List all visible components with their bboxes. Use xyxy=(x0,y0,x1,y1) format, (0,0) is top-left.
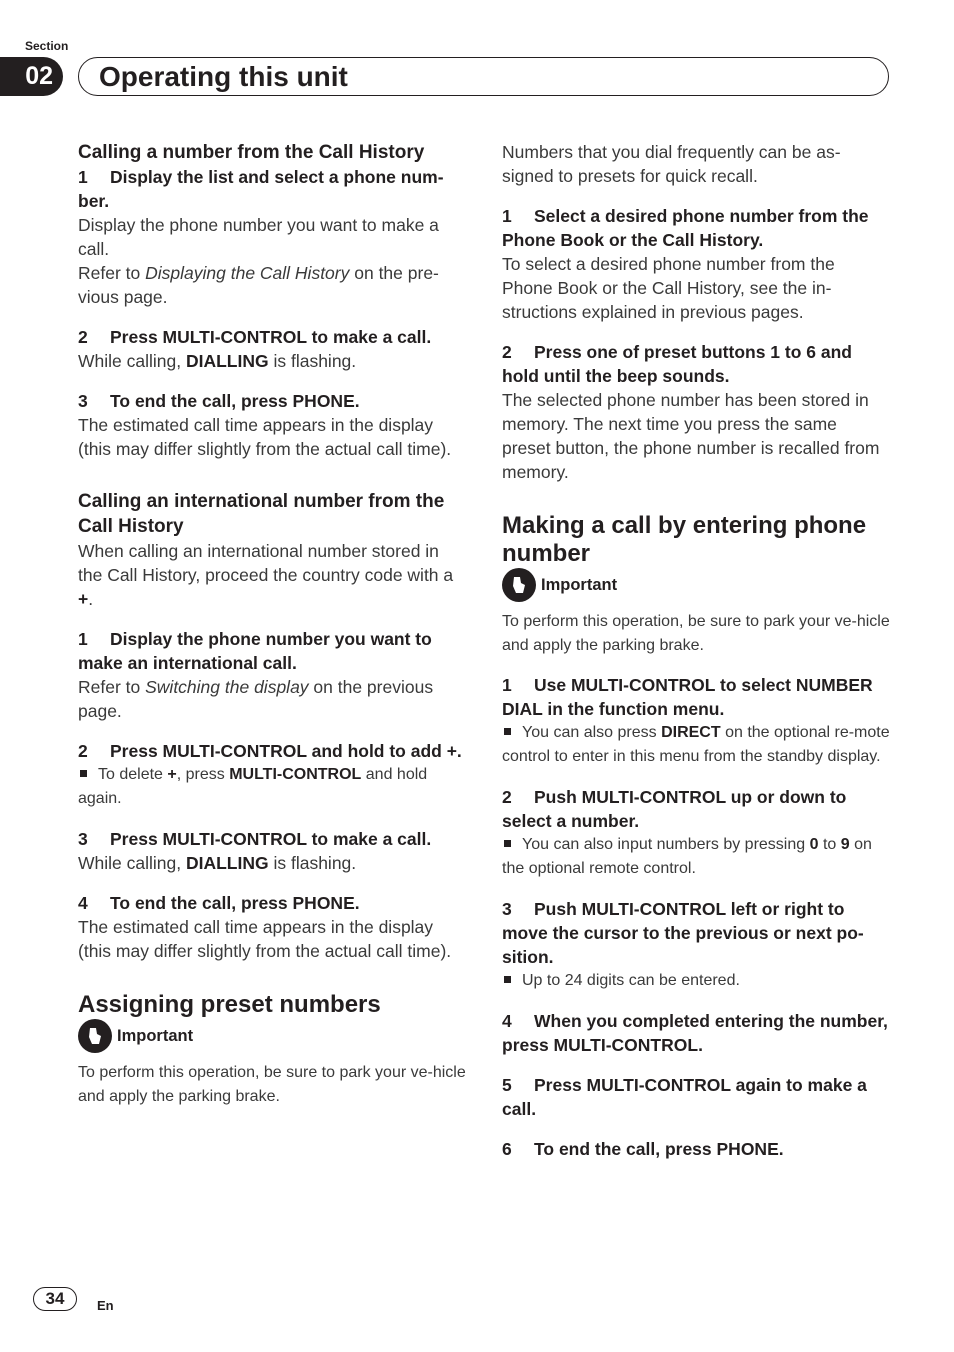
paragraph: To select a desired phone number from the Phone Book or the Call History, see the in-structions explained in previous pages. xyxy=(502,254,835,322)
left-column xyxy=(78,140,466,1108)
paragraph: Numbers that you dial frequently can be as-signed to presets for quick recall. xyxy=(502,142,841,186)
paragraph: Refer to Switching the display on the previous page. xyxy=(78,677,434,721)
paragraph: Refer to Displaying the Call History on the pre-vious page. xyxy=(78,263,439,307)
bullet-square-icon xyxy=(504,840,511,847)
bullet-item: You can also press DIRECT on the optional re-mote control to enter in this menu from the standby display. xyxy=(502,724,890,765)
paragraph: The selected phone number has been stored in memory. The next time you press the same preset button, the phone number is recalled from memory. xyxy=(502,390,880,482)
step: 4 When you completed entering the number, press MULTI-CONTROL. xyxy=(502,1011,888,1055)
bullet-square-icon xyxy=(504,976,511,983)
right-column xyxy=(502,140,890,1161)
heading-assigning-presets: Assigning preset numbers xyxy=(78,991,381,1018)
step: 2 Push MULTI-CONTROL up or down to select a number. xyxy=(502,787,847,831)
page-number: 34 xyxy=(33,1287,77,1311)
step: 4 To end the call, press PHONE. xyxy=(78,893,360,913)
paragraph: Display the phone number you want to make a call. xyxy=(78,215,439,259)
step: 3 To end the call, press PHONE. xyxy=(78,391,360,411)
bullet-item: To delete +, press MULTI-CONTROL and hold again. xyxy=(78,766,428,807)
step: 6 To end the call, press PHONE. xyxy=(502,1139,784,1159)
step: 1 Display the phone number you want to make an international call. xyxy=(78,629,432,673)
important-note: Important xyxy=(78,1019,466,1053)
important-hand-icon xyxy=(502,568,536,602)
step: 1 Display the list and select a phone num-ber. xyxy=(78,167,444,211)
page-title: Operating this unit xyxy=(99,61,348,92)
important-hand-icon xyxy=(78,1019,112,1053)
step: 5 Press MULTI-CONTROL again to make a call. xyxy=(502,1075,867,1119)
step: 1 Select a desired phone number from the Phone Book or the Call History. xyxy=(502,206,869,250)
paragraph: While calling, DIALLING is flashing. xyxy=(78,351,357,371)
bullet-item: Up to 24 digits can be entered. xyxy=(502,969,890,993)
bullet-item: You can also input numbers by pressing 0 to 9 on the optional remote control. xyxy=(502,836,872,877)
important-note: Important xyxy=(502,568,890,602)
paragraph: The estimated call time appears in the display (this may differ slightly from the actual call time). xyxy=(78,415,452,459)
step: 1 Use MULTI-CONTROL to select NUMBER DIAL in the function menu. xyxy=(502,675,873,719)
important-text: To perform this operation, be sure to park your ve-hicle and apply the parking brake. xyxy=(502,613,890,654)
paragraph: When calling an international number stored in the Call History, proceed the country code with a +. xyxy=(78,541,454,609)
language-label: En xyxy=(97,1298,114,1313)
title-bar xyxy=(78,57,889,96)
step: 3 Push MULTI-CONTROL left or right to move the cursor to the previous or next po-sition. xyxy=(502,899,864,967)
step: 2 Press one of preset buttons 1 to 6 and hold until the beep sounds. xyxy=(502,342,852,386)
step: 3 Press MULTI-CONTROL to make a call. xyxy=(78,829,432,849)
section-number: 02 xyxy=(0,57,63,96)
step: 2 Press MULTI-CONTROL to make a call. xyxy=(78,327,432,347)
paragraph: While calling, DIALLING is flashing. xyxy=(78,853,357,873)
bullet-square-icon xyxy=(80,770,87,777)
heading-making-call: Making a call by entering phone number xyxy=(502,512,867,567)
section-label: Section xyxy=(25,39,69,53)
subheading-call-history: Calling a number from the Call History xyxy=(78,142,425,163)
step: 2 Press MULTI-CONTROL and hold to add +. xyxy=(78,741,462,761)
subheading-international: Calling an international number from the Call History xyxy=(78,491,445,537)
bullet-square-icon xyxy=(504,728,511,735)
paragraph: The estimated call time appears in the display (this may differ slightly from the actual call time). xyxy=(78,917,452,961)
important-text: To perform this operation, be sure to park your ve-hicle and apply the parking brake. xyxy=(78,1064,466,1105)
